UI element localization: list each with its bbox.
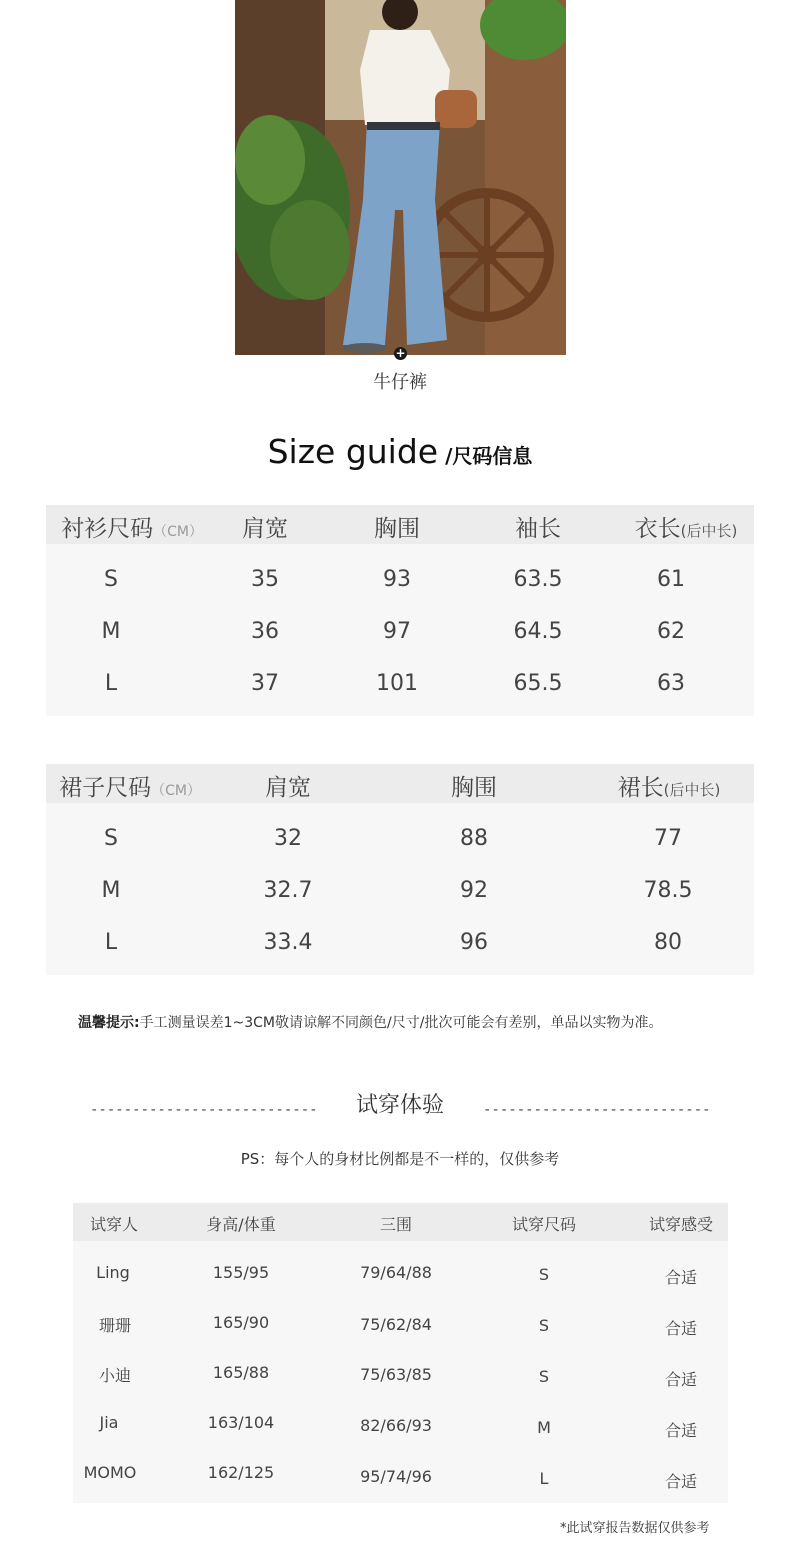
table-cell: S	[104, 567, 118, 592]
column-header: 试穿人	[89, 1215, 139, 1234]
skirt-size-table	[46, 764, 754, 975]
table-cell: 62	[657, 619, 685, 644]
table-cell: 80	[654, 930, 682, 955]
size-guide-title-cn: /尺码信息	[438, 444, 533, 468]
table-cell: 63	[657, 671, 685, 696]
table-cell: Ling	[96, 1263, 130, 1282]
model-wearing-jeans-illustration	[235, 0, 566, 355]
measurement-note	[78, 1012, 662, 1032]
table-cell: 33.4	[263, 930, 313, 955]
column-header: 胸围	[374, 516, 420, 542]
size-guide-title	[0, 432, 800, 471]
table-cell: 97	[383, 619, 411, 644]
table-cell: 92	[460, 878, 488, 903]
table-cell: 36	[251, 619, 279, 644]
table-cell: 82/66/93	[360, 1416, 432, 1435]
table-cell: L	[104, 930, 118, 955]
table-cell: 78.5	[643, 878, 693, 903]
table-cell: 合适	[664, 1472, 698, 1491]
trial-footnote: *此试穿报告数据仅供参考	[560, 1521, 710, 1536]
table-cell: S	[538, 1367, 550, 1386]
column-header: 肩宽	[265, 775, 311, 801]
column-header: 裙长	[617, 775, 664, 801]
shirt-size-table	[46, 505, 754, 716]
column-header: 试穿尺码	[511, 1215, 577, 1234]
table-cell: S	[538, 1316, 550, 1335]
column-header: 身高/体重	[206, 1215, 276, 1234]
table-cell: M	[537, 1418, 551, 1437]
column-note: (后中长)	[663, 781, 721, 799]
table-cell: L	[104, 671, 118, 696]
table-cell: 88	[460, 826, 488, 851]
skirt-size-header	[59, 769, 201, 802]
table-cell: 155/95	[212, 1263, 270, 1282]
table-cell: M	[101, 619, 121, 644]
table-cell: 96	[460, 930, 488, 955]
table-cell: M	[101, 878, 121, 903]
table-cell: S	[538, 1265, 550, 1284]
table-cell: 合适	[664, 1268, 698, 1287]
table-cell: 93	[383, 567, 411, 592]
table-cell: 75/63/85	[360, 1365, 432, 1384]
table-cell: 79/64/88	[360, 1263, 432, 1282]
header-label: 裙子尺码	[59, 775, 152, 801]
column-header: 胸围	[451, 775, 497, 801]
table-cell: Jia	[99, 1413, 119, 1432]
column-header-length	[618, 769, 721, 802]
table-cell: L	[539, 1469, 549, 1488]
table-cell: 77	[654, 826, 682, 851]
table-cell: 101	[376, 671, 418, 696]
trial-title: 试穿体验	[355, 1093, 444, 1118]
column-note: (后中长)	[680, 522, 738, 540]
table-cell: 37	[251, 671, 279, 696]
product-photo	[235, 0, 566, 355]
table-cell: MOMO	[83, 1463, 137, 1482]
table-cell: 61	[657, 567, 685, 592]
photo-caption: 牛仔裤	[373, 372, 427, 393]
size-guide-title-en: Size guide	[267, 432, 439, 471]
table-cell: 95/74/96	[360, 1467, 432, 1486]
note-label: 温馨提示:	[78, 1015, 140, 1031]
column-header: 肩宽	[242, 516, 288, 542]
table-cell: 163/104	[207, 1413, 275, 1432]
column-header: 三围	[379, 1215, 413, 1234]
table-cell: 合适	[664, 1370, 698, 1389]
table-cell: 32	[274, 826, 302, 851]
table-cell: 165/88	[212, 1363, 270, 1382]
column-header-length	[635, 510, 738, 543]
divider-left: ---------------------------	[90, 1102, 318, 1118]
table-cell: 75/62/84	[360, 1315, 432, 1334]
table-cell: 162/125	[207, 1463, 275, 1482]
table-cell: 65.5	[513, 671, 563, 696]
note-text: 手工测量误差1~3CM敬请谅解不同颜色/尺寸/批次可能会有差别，单品以实物为准。	[139, 1015, 663, 1031]
plus-icon[interactable]: +	[395, 346, 406, 360]
table-cell: 35	[251, 567, 279, 592]
column-header: 衣长	[634, 516, 681, 542]
column-header: 试穿感受	[648, 1215, 714, 1234]
table-cell: 合适	[664, 1421, 698, 1440]
column-header: 袖长	[515, 516, 561, 542]
table-cell: 合适	[664, 1319, 698, 1338]
table-cell: 64.5	[513, 619, 563, 644]
trial-ps: PS：每个人的身材比例都是不一样的，仅供参考	[240, 1150, 560, 1168]
table-cell: 165/90	[212, 1313, 270, 1332]
unit-label: （CM）	[151, 783, 201, 799]
divider-right: ---------------------------	[483, 1102, 711, 1118]
shirt-size-header	[61, 510, 203, 543]
table-cell: S	[104, 826, 118, 851]
table-cell: 小迪	[98, 1366, 132, 1385]
header-label: 衬衫尺码	[61, 516, 154, 542]
unit-label: （CM）	[153, 524, 203, 540]
trial-table	[73, 1203, 728, 1503]
table-cell: 珊珊	[98, 1316, 132, 1335]
table-cell: 63.5	[513, 567, 563, 592]
table-cell: 32.7	[263, 878, 313, 903]
